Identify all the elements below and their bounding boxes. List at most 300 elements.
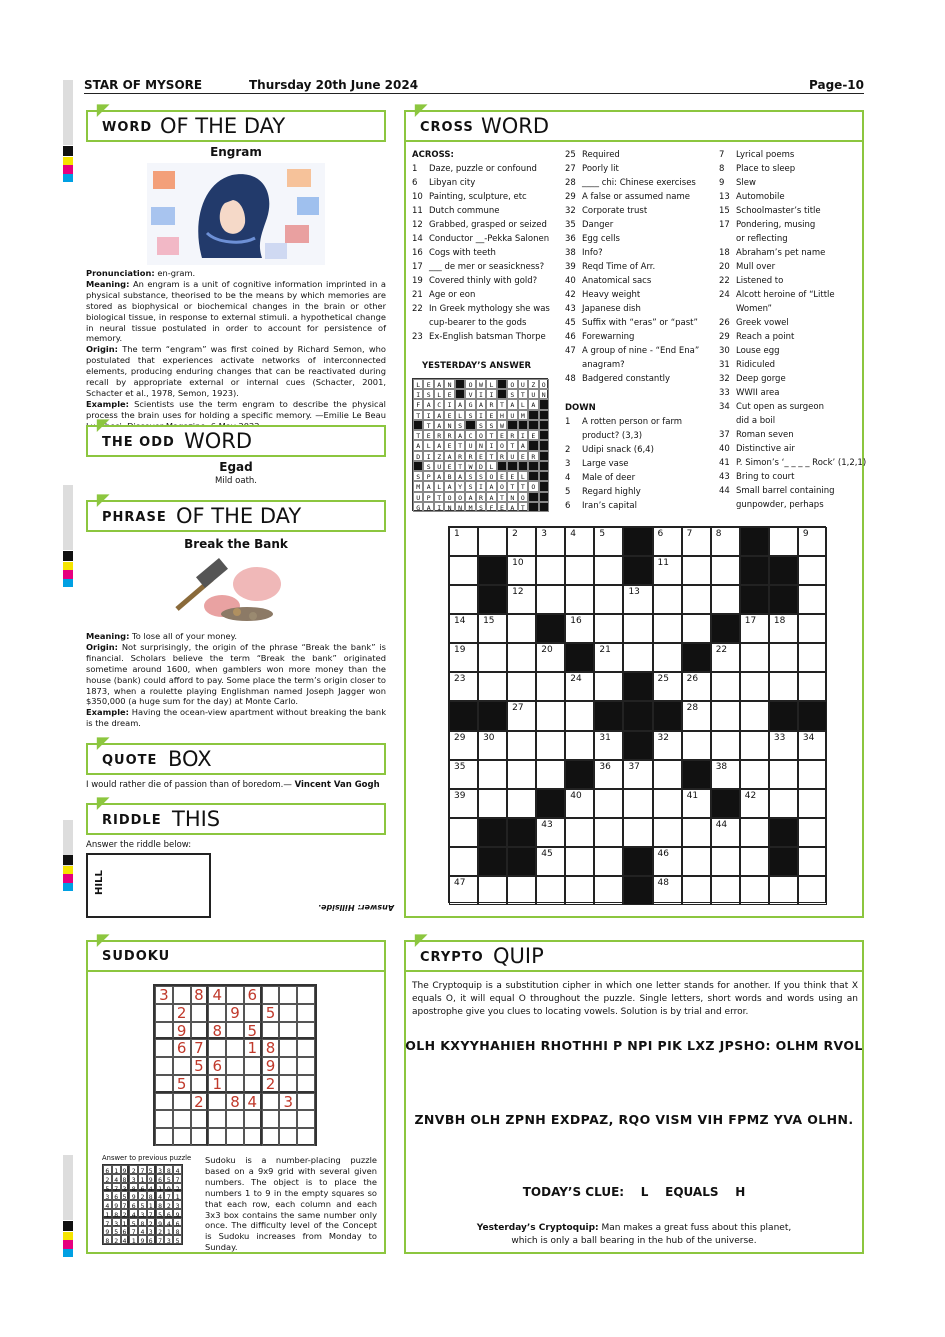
sudoku-cell[interactable] <box>244 1057 262 1075</box>
yesterday-cell: E <box>444 461 454 471</box>
crossword-cell[interactable] <box>449 847 478 876</box>
crossword-cell[interactable] <box>682 614 711 643</box>
crossword-cell[interactable] <box>565 731 594 760</box>
clue-number: 19 <box>412 276 423 286</box>
crossword-cell[interactable]: 22 <box>711 643 740 672</box>
crossword-cell[interactable]: 1 <box>449 527 478 556</box>
crossword-cell[interactable]: 7 <box>682 527 711 556</box>
sudoku-cell[interactable] <box>226 1022 244 1040</box>
sudoku-cell: 8 <box>138 1218 147 1227</box>
sudoku-cell[interactable] <box>262 1110 280 1128</box>
clue-text: anagram? <box>582 360 625 370</box>
crossword-cell[interactable] <box>740 672 769 701</box>
clue-text: Egg cells <box>582 234 620 244</box>
crossword-cell[interactable] <box>769 672 798 701</box>
clue-text: Corporate trust <box>582 206 648 216</box>
crossword-cell[interactable] <box>449 556 478 585</box>
crossword-cell[interactable] <box>449 818 478 847</box>
crossword-black-cell <box>623 876 652 905</box>
crossword-cell[interactable] <box>507 760 536 789</box>
yesterday-cell: P <box>423 471 433 481</box>
crossword-cell[interactable] <box>798 789 827 818</box>
sudoku-cell[interactable] <box>173 1057 191 1075</box>
clue-text: Cut open as surgeon <box>736 402 824 412</box>
sudoku-cell[interactable] <box>155 1110 173 1128</box>
sudoku-cell: 3 <box>103 1191 112 1200</box>
crossword-cell[interactable] <box>536 701 565 730</box>
sudoku-cell[interactable] <box>279 986 297 1004</box>
crossword-cell[interactable]: 10 <box>507 556 536 585</box>
yesterday-cell: T <box>455 440 465 450</box>
yesterday-cell: O <box>476 430 486 440</box>
sudoku-cell[interactable] <box>279 1022 297 1040</box>
crossword-cell[interactable] <box>740 760 769 789</box>
crossword-cell[interactable]: 42 <box>740 789 769 818</box>
crossword-cell[interactable] <box>594 585 623 614</box>
yesterday-cell: A <box>434 471 444 481</box>
sudoku-cell[interactable] <box>297 1022 315 1040</box>
clue-number: 1 <box>565 417 571 427</box>
crossword-cell[interactable] <box>798 760 827 789</box>
sudoku-cell[interactable] <box>155 1039 173 1057</box>
margin-bar-yellow2 <box>63 562 73 570</box>
yesterday-cell: A <box>434 379 444 389</box>
clue-number: 2 <box>565 445 571 455</box>
page-number: Page-10 <box>809 78 864 92</box>
crossword-cell[interactable]: 23 <box>449 672 478 701</box>
clue-number: 17 <box>719 220 730 230</box>
crossword-cell[interactable]: 45 <box>536 847 565 876</box>
yesterday-cell: L <box>518 471 528 481</box>
crossword-cell[interactable]: 30 <box>478 731 507 760</box>
crossword-cell[interactable]: 38 <box>711 760 740 789</box>
yesterday-cell: A <box>507 502 517 512</box>
clue-number: 27 <box>565 164 576 174</box>
crossword-cell[interactable]: 27 <box>507 701 536 730</box>
crossword-cell[interactable] <box>594 818 623 847</box>
clue-text: Roman seven <box>736 430 794 440</box>
yesterday-cell <box>539 430 549 440</box>
sudoku-cell[interactable] <box>297 1039 315 1057</box>
crossword-cell[interactable] <box>711 847 740 876</box>
clue-text: Male of deer <box>582 473 636 483</box>
clue-number: 5 <box>565 487 571 497</box>
yesterday-cell: U <box>507 410 517 420</box>
crossword-cell[interactable] <box>711 556 740 585</box>
clue-number: 17 <box>412 262 423 272</box>
yesterday-cell: S <box>423 461 433 471</box>
crossword-cell[interactable] <box>594 556 623 585</box>
crossword-cell[interactable]: 20 <box>536 643 565 672</box>
crossword-cell[interactable] <box>711 701 740 730</box>
sudoku-cell[interactable] <box>297 1004 315 1022</box>
yesterday-cell: T <box>413 430 423 440</box>
crossword-cell[interactable] <box>798 672 827 701</box>
sudoku-cell[interactable] <box>226 986 244 1004</box>
crossword-cell[interactable] <box>565 701 594 730</box>
crossword-cell[interactable] <box>711 585 740 614</box>
crossword-cell[interactable]: 33 <box>769 731 798 760</box>
crossword-cell[interactable] <box>507 876 536 905</box>
sudoku-cell[interactable] <box>244 1128 262 1146</box>
yesterday-cell: I <box>434 502 444 512</box>
sudoku-cell: 2 <box>138 1191 147 1200</box>
margin-bar-black3 <box>63 855 73 865</box>
sudoku-cell[interactable] <box>226 1075 244 1093</box>
crossword-cell[interactable]: 44 <box>711 818 740 847</box>
crossword-cell[interactable] <box>769 527 798 556</box>
crossword-cell[interactable] <box>507 643 536 672</box>
clue-item <box>565 372 699 386</box>
crossword-cell[interactable]: 32 <box>653 731 682 760</box>
crossword-cell[interactable]: 41 <box>682 789 711 818</box>
sudoku-cell[interactable] <box>244 1110 262 1128</box>
sudoku-cell[interactable] <box>244 1075 262 1093</box>
crossword-cell[interactable] <box>740 701 769 730</box>
clue-item <box>565 260 699 274</box>
sudoku-cell[interactable] <box>297 986 315 1004</box>
clue-item <box>719 260 866 274</box>
sudoku-cell[interactable] <box>262 986 280 1004</box>
crossword-black-cell <box>536 789 565 818</box>
sudoku-cell[interactable] <box>173 1128 191 1146</box>
crossword-cell[interactable] <box>536 760 565 789</box>
crossword-cell[interactable]: 21 <box>594 643 623 672</box>
sudoku-cell[interactable] <box>226 1110 244 1128</box>
crossword-cell[interactable]: 4 <box>565 527 594 556</box>
crossword-cell[interactable] <box>478 876 507 905</box>
crossword-cell[interactable] <box>565 585 594 614</box>
phrase-label: PHRASE <box>102 510 167 525</box>
sudoku-cell[interactable] <box>155 1128 173 1146</box>
yesterday-cell <box>528 410 538 420</box>
crossword-cell[interactable] <box>740 847 769 876</box>
crossword-cell[interactable] <box>740 876 769 905</box>
crossword-cell[interactable] <box>594 672 623 701</box>
crossword-cell[interactable] <box>682 585 711 614</box>
sudoku-cell[interactable] <box>208 1004 226 1022</box>
crossword-cell[interactable]: 40 <box>565 789 594 818</box>
sudoku-cell[interactable] <box>297 1093 315 1111</box>
crossword-cell[interactable] <box>682 876 711 905</box>
sudoku-cell[interactable] <box>208 1039 226 1057</box>
sudoku-cell[interactable] <box>297 1128 315 1146</box>
sudoku-cell[interactable] <box>155 1075 173 1093</box>
crossword-cell[interactable] <box>507 672 536 701</box>
yesterday-cell <box>497 389 507 399</box>
sudoku-cell[interactable] <box>173 986 191 1004</box>
crossword-cell[interactable] <box>769 789 798 818</box>
clue-number: 14 <box>412 234 423 244</box>
crossword-cell[interactable] <box>711 876 740 905</box>
yesterday-cell: S <box>476 471 486 481</box>
crossword-cell[interactable] <box>478 527 507 556</box>
margin-bar-gray <box>63 80 73 145</box>
clue-number: 25 <box>565 150 576 160</box>
clue-item <box>565 471 682 485</box>
yesterday-cell: S <box>476 502 486 512</box>
sudoku-cell: 7 <box>121 1200 130 1209</box>
crossword-cell[interactable] <box>565 556 594 585</box>
origin-label: Origin: <box>86 344 118 355</box>
crossword-cell[interactable] <box>798 556 827 585</box>
crossword-cell[interactable] <box>536 731 565 760</box>
crossword-cell[interactable]: 18 <box>769 614 798 643</box>
crossword-cell[interactable] <box>653 585 682 614</box>
yesterday-cell: E <box>497 430 507 440</box>
sudoku-cell[interactable] <box>173 1093 191 1111</box>
crossword-cell[interactable] <box>478 643 507 672</box>
yesterday-cell: E <box>486 410 496 420</box>
sudoku-cell: 1 <box>121 1218 130 1227</box>
crossword-cell[interactable]: 37 <box>623 760 652 789</box>
crossword-cell[interactable]: 29 <box>449 731 478 760</box>
sudoku-cell[interactable] <box>279 1075 297 1093</box>
sudoku-cell[interactable] <box>191 1075 209 1093</box>
sudoku-cell[interactable] <box>279 1004 297 1022</box>
yesterday-cell: O <box>528 481 538 491</box>
crossword-cell[interactable] <box>711 672 740 701</box>
clue-text: Listened to <box>736 276 784 286</box>
crossword-cell[interactable] <box>682 556 711 585</box>
clue-item <box>565 358 699 372</box>
crossword-cell[interactable] <box>565 818 594 847</box>
crossword-cell[interactable] <box>536 672 565 701</box>
clue-text: Badgered constantly <box>582 374 671 384</box>
paper-name: STAR OF MYSORE <box>84 78 203 92</box>
clue-item <box>565 429 682 443</box>
crossword-cell[interactable]: 35 <box>449 760 478 789</box>
sudoku-cell[interactable] <box>279 1128 297 1146</box>
sudoku-cell[interactable] <box>191 1110 209 1128</box>
sudoku-cell: 8 <box>191 986 209 1004</box>
crossword-cell[interactable] <box>536 876 565 905</box>
yesterday-cell: A <box>423 481 433 491</box>
sudoku-cell: 3 <box>173 1200 182 1209</box>
crossword-cell[interactable] <box>682 818 711 847</box>
crossword-cell[interactable] <box>594 876 623 905</box>
phrase-origin-label: Origin: <box>86 641 118 652</box>
crossword-cell[interactable] <box>682 731 711 760</box>
crossword-cell[interactable] <box>565 876 594 905</box>
crossword-black-cell <box>478 847 507 876</box>
sudoku-cell[interactable] <box>244 1004 262 1022</box>
sudoku-cell[interactable] <box>262 1128 280 1146</box>
sudoku-cell[interactable] <box>297 1075 315 1093</box>
crossword-cell[interactable]: 48 <box>653 876 682 905</box>
yesterday-cell: E <box>528 430 538 440</box>
sudoku-header <box>86 940 386 972</box>
clue-number: 28 <box>565 178 576 188</box>
crossword-cell[interactable]: 34 <box>798 731 827 760</box>
crossword-cell[interactable]: 13 <box>623 585 652 614</box>
sudoku-cell[interactable] <box>155 1022 173 1040</box>
sudoku-cell: 8 <box>262 1039 280 1057</box>
crossword-black-cell <box>623 701 652 730</box>
crossword-cell[interactable] <box>507 789 536 818</box>
crossword-cell[interactable]: 31 <box>594 731 623 760</box>
sudoku-cell[interactable] <box>297 1110 315 1128</box>
yesterday-cell: T <box>518 502 528 512</box>
crossword-cell[interactable] <box>653 614 682 643</box>
crossword-black-cell <box>449 701 478 730</box>
crossword-cell[interactable] <box>798 847 827 876</box>
clue-item <box>412 274 550 288</box>
crossword-cell[interactable] <box>507 731 536 760</box>
yesterday-cell: S <box>476 420 486 430</box>
crossword-cell[interactable] <box>623 818 652 847</box>
crossword-cell[interactable]: 15 <box>478 614 507 643</box>
crossword-cell[interactable]: 36 <box>594 760 623 789</box>
cryptoquip-yesterday-text: Man makes a great fuss about this planet, which is only a ball bearing in the hub of the universe. <box>511 1223 792 1246</box>
crossword-cell[interactable] <box>623 789 652 818</box>
crossword-cell[interactable] <box>449 585 478 614</box>
sudoku-cell[interactable] <box>191 1004 209 1022</box>
sudoku-cell[interactable] <box>208 1110 226 1128</box>
sudoku-cell[interactable] <box>279 1039 297 1057</box>
quote-author: Vincent Van Gogh <box>294 780 380 790</box>
clue-text: Schoolmaster’s title <box>736 206 821 216</box>
sudoku-cell[interactable] <box>208 1128 226 1146</box>
crossword-cell[interactable] <box>478 789 507 818</box>
crossword-cell[interactable] <box>594 847 623 876</box>
crossword-cell[interactable]: 17 <box>740 614 769 643</box>
crossword-cell[interactable] <box>594 614 623 643</box>
sudoku-cell[interactable] <box>262 1022 280 1040</box>
sudoku-cell[interactable] <box>226 1057 244 1075</box>
clue-number: 6 <box>412 178 418 188</box>
crossword-cell[interactable] <box>623 614 652 643</box>
crossword-cell[interactable] <box>711 731 740 760</box>
sudoku-cell: 6 <box>164 1209 173 1218</box>
yesterday-cell: T <box>518 389 528 399</box>
crossword-cell[interactable] <box>653 789 682 818</box>
crossword-cell[interactable] <box>536 585 565 614</box>
yesterday-cell: L <box>486 461 496 471</box>
crossword-cell[interactable] <box>769 760 798 789</box>
sudoku-cell[interactable] <box>191 1128 209 1146</box>
crossword-cell[interactable]: 24 <box>565 672 594 701</box>
clue-item <box>719 358 866 372</box>
crossword-cell[interactable]: 46 <box>653 847 682 876</box>
sudoku-cell: 8 <box>164 1165 173 1174</box>
crossword-cell[interactable]: 11 <box>653 556 682 585</box>
crossword-cell[interactable]: 2 <box>507 527 536 556</box>
crossword-cell[interactable]: 25 <box>653 672 682 701</box>
yesterday-cell <box>528 440 538 450</box>
sudoku-label: SUDOKU <box>102 949 171 964</box>
clue-text: Distinctive air <box>736 444 795 454</box>
crossword-cell[interactable]: 43 <box>536 818 565 847</box>
sudoku-cell[interactable] <box>262 1093 280 1111</box>
odd-word-word: Egad <box>219 460 253 474</box>
crossword-cell[interactable] <box>798 614 827 643</box>
crossword-cell[interactable] <box>536 556 565 585</box>
sudoku-cell: 2 <box>103 1174 112 1183</box>
crossword-cell[interactable] <box>478 760 507 789</box>
crossword-cell[interactable] <box>798 876 827 905</box>
riddle-box <box>86 853 211 918</box>
crossword-cell[interactable]: 19 <box>449 643 478 672</box>
crossword-cell[interactable]: 8 <box>711 527 740 556</box>
crossword-cell[interactable]: 28 <box>682 701 711 730</box>
crossword-cell[interactable]: 6 <box>653 527 682 556</box>
crossword-grid[interactable] <box>448 526 826 903</box>
yesterday-cell: W <box>465 461 475 471</box>
crossword-cell[interactable]: 26 <box>682 672 711 701</box>
crossword-cell[interactable]: 5 <box>594 527 623 556</box>
sudoku-cell[interactable] <box>226 1128 244 1146</box>
crossword-cell[interactable] <box>653 818 682 847</box>
crossword-cell[interactable] <box>798 643 827 672</box>
sudoku-cell[interactable] <box>279 1057 297 1075</box>
yesterday-cell: L <box>518 399 528 409</box>
crossword-cell[interactable]: 39 <box>449 789 478 818</box>
crossword-cell[interactable] <box>740 643 769 672</box>
crossword-cell[interactable] <box>507 614 536 643</box>
sudoku-cell[interactable] <box>155 1057 173 1075</box>
sudoku-cell[interactable] <box>173 1110 191 1128</box>
crossword-black-cell <box>478 701 507 730</box>
sudoku-cell[interactable] <box>155 1004 173 1022</box>
crossword-cell[interactable] <box>798 818 827 847</box>
clue-item <box>719 414 866 428</box>
crossword-cell[interactable] <box>478 672 507 701</box>
crossword-cell[interactable]: 3 <box>536 527 565 556</box>
crossword-cell[interactable]: 9 <box>798 527 827 556</box>
sudoku-cell[interactable] <box>279 1110 297 1128</box>
crossword-cell[interactable] <box>565 847 594 876</box>
crossword-cell[interactable] <box>769 643 798 672</box>
sudoku-cell: 9 <box>147 1174 156 1183</box>
sudoku-cell: 5 <box>103 1183 112 1192</box>
sudoku-cell[interactable] <box>297 1057 315 1075</box>
yesterday-cell: W <box>497 420 507 430</box>
crossword-cell[interactable] <box>740 731 769 760</box>
crossword-cell[interactable] <box>594 789 623 818</box>
sudoku-cell[interactable] <box>155 1093 173 1111</box>
crossword-cell[interactable] <box>653 760 682 789</box>
crossword-cell[interactable]: 47 <box>449 876 478 905</box>
crossword-cell[interactable]: 12 <box>507 585 536 614</box>
clue-item <box>412 316 550 330</box>
yesterday-cell: R <box>476 492 486 502</box>
sudoku-cell: 1 <box>129 1235 138 1244</box>
crossword-cell[interactable] <box>682 847 711 876</box>
clue-number: 7 <box>719 150 725 160</box>
sudoku-cell[interactable] <box>226 1039 244 1057</box>
sudoku-cell: 1 <box>112 1165 121 1174</box>
sudoku-grid[interactable] <box>153 984 317 1146</box>
crossword-cell[interactable] <box>653 643 682 672</box>
sudoku-cell[interactable] <box>208 1093 226 1111</box>
sudoku-cell: 8 <box>208 1022 226 1040</box>
crossword-cell[interactable] <box>769 876 798 905</box>
crossword-cell[interactable]: 16 <box>565 614 594 643</box>
crossword-cell[interactable] <box>623 643 652 672</box>
crossword-cell[interactable] <box>740 818 769 847</box>
crossword-black-cell <box>740 585 769 614</box>
yesterday-cell: A <box>518 440 528 450</box>
yesterday-cell: C <box>434 399 444 409</box>
sudoku-cell: 3 <box>155 986 173 1004</box>
crossword-cell[interactable] <box>798 585 827 614</box>
cryptoquip-label: CRYPTO <box>420 950 484 965</box>
crossword-cell[interactable]: 14 <box>449 614 478 643</box>
clue-text: Suffix with “eras” or “past” <box>582 318 698 328</box>
sudoku-cell[interactable] <box>191 1022 209 1040</box>
yesterday-cell: O <box>539 379 549 389</box>
